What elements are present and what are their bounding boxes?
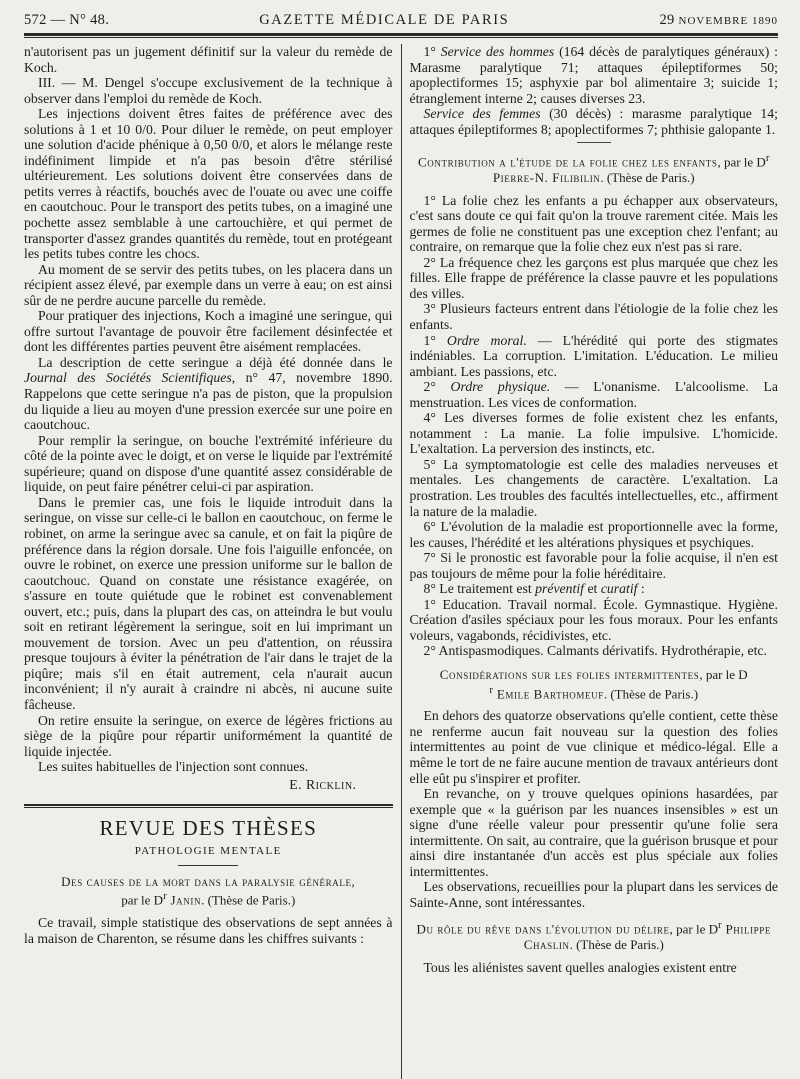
page-header [24, 12, 778, 29]
journal-reference: Journal des Sociétés Scientifiques [24, 370, 232, 386]
subtitle-rule [178, 865, 238, 866]
thesis-heading [409, 151, 778, 185]
header-rule [24, 33, 778, 38]
section-title: REVUE DES THÈSES [99, 816, 318, 841]
text-run: r [489, 683, 494, 696]
text-run: 1° [423, 332, 436, 348]
list-item: 1° Education. Travail normal. École. Gymnastique. Hygiène. Création d'asiles spéciaux pour les fous moraux. Pour les enfants voleurs, vagabonds, récidivistes, etc. [409, 596, 778, 643]
issue-date-day: 29 [659, 12, 675, 28]
left-column [24, 44, 393, 1079]
text-run: , par le D [699, 667, 748, 683]
subheading: Ordre physique. [450, 379, 551, 395]
paragraph: Tous les aliénistes savent quelles analogies existent entre [423, 959, 737, 975]
thesis-title: Contribution a l'étude de la folie chez les enfants [418, 154, 718, 170]
text-run: 1° [423, 44, 436, 59]
separator-rule [577, 142, 611, 143]
list-item: 2° La fréquence chez les garçons est plus marquée que chez les filles. Elle frappe de préférence la classe pauvre et les populations des villes. [409, 254, 778, 301]
issue-date-month-year: NOVEMBRE 1890 [678, 15, 778, 27]
paragraph: On retire ensuite la seringue, on exerce de légères frictions au siège de la piqûre pour répartir uniformément la quantité de liquide injectée. [24, 712, 393, 759]
thesis-title: Considérations sur les folies intermittentes [439, 667, 700, 683]
text-run: . (Thèse de Paris.) [569, 937, 664, 953]
paragraph: Au moment de se servir des petits tubes, on les placera dans un récipient assez élevé, par exemple dans un verre à eau; on est ainsi sûr de ne perdre aucune parcelle du remède. [24, 261, 393, 308]
list-item: 3° Plusieurs facteurs entrent dans l'étiologie de la folie chez les enfants. [409, 301, 778, 332]
text-run: r [718, 919, 722, 932]
paragraph: III. — M. Dengel s'occupe exclusivement de la technique à observer dans l'emploi du remède de Koch. [24, 75, 393, 106]
paragraph: En revanche, on y trouve quelques opinions hasardées, par exemple que « la guérison par les nuances insensibles » est un signe d'une réelle valeur pour pressentir qu'une folie sera intermittente. On sait, au contraire, que la guérison brusque et pour ainsi dire instantanée d'un accès est plus spéciale aux folies intermittentes. [409, 786, 778, 879]
thesis-heading [409, 918, 778, 952]
list-item [409, 333, 778, 380]
paragraph: Les injections doivent êtres faites de préférence avec des solutions à 1 et 10 0/0. Pour diluer le remède, on peut employer une solution d'acide phénique à 0,50 0/0, et alors le mélange reste indéfiniment limpide et n'a pas besoin d'être stérilisé ultérieurement. Les solutions doivent être conservées dans de petits verres à réactifs, bouchés avec de l'ouate ou avec une coiffe en caoutchouc. Pour le transport des petits tubes, on a imaginé une pochette assez semblable à une cartouchière, et qui permet de transporter d'assez grandes quantités du remède, tout en protégeant les petits tubes contre les chocs. [24, 106, 393, 262]
issue-date [659, 12, 778, 29]
text-run: curatif [600, 581, 638, 597]
list-item: 2° Antispasmodiques. Calmants dérivatifs. Hydrothérapie, etc. [423, 643, 767, 659]
text-run: et [584, 581, 601, 597]
service-label: Service des femmes [423, 106, 541, 122]
text-run: r [163, 890, 167, 903]
paragraph [409, 106, 778, 137]
subheading: Ordre moral. [446, 332, 527, 348]
paragraph [409, 44, 778, 106]
text-run: r [765, 152, 770, 165]
two-column-body [24, 44, 778, 1079]
paragraph: En dehors des quatorze observations qu'elle contient, cette thèse ne renferme aucun fait nouveau sur la question des folies intermittentes au point de vue clinique et médico-légal. Elle a même le tort de ne faire aucune mention de travaux antérieurs dont elle eût pu s'inspirer et profiter. [409, 708, 778, 786]
thesis-author: Pierre-N. Filibilin [492, 170, 601, 186]
right-column [409, 44, 778, 1079]
thesis-heading [24, 874, 393, 908]
list-item: 4° Les diverses formes de folie existent chez les enfants, notamment : La manie. La folie impulsive. L'homicide. L'exaltation. La perversion des instincts, etc. [409, 410, 778, 457]
text-run: (164 décès de paralytiques généraux) : Marasme paralytique 71; attaques épileptiformes 50; apoplectiformes 15; asphyxie par bol alimentaire 3; suicide 1; étranglement interne 2; causes diverses 23. [409, 44, 778, 106]
paragraph: Les suites habituelles de l'injection sont connues. [38, 759, 309, 775]
text-run: . (Thèse de Paris.) [201, 892, 296, 908]
text-run: 2° [423, 379, 436, 395]
paragraph: Pour remplir la seringue, on bouche l'extrémité inférieure du côté de la pointe avec le doigt, et on verse le liquide par l'extrémité supérieure; quand on dispose d'une quantité assez considérable de liquide, on peut faire pénétrer celui-ci par aspiration. [24, 432, 393, 495]
page-number: 572 — N° 48. [24, 12, 110, 28]
text-run: La description de cette seringue a déjà été donnée dans le [38, 354, 393, 370]
list-item: 1° La folie chez les enfants a pu échapper aux observateurs, c'est sans doute ce qui fait qu'on la trouve rarement citée. Mais les germes de folie ne constituent pas une exception chez l'enfant; au contraire, on remarque que la folie chez eux n'est pas si rare. [409, 192, 778, 255]
text-run: 8° Le traitement est [423, 581, 536, 597]
thesis-author: Janin [166, 892, 202, 908]
text-run: : [637, 581, 645, 597]
paragraph: Les observations, recueillies pour la plupart dans les services de Sainte-Anne, sont intéressantes. [409, 879, 778, 910]
text-run: — L'hérédité qui porte des stigmates indéniables. La corruption. L'imitation. L'éducation. Le milieu ambiant. Les passions, etc. [409, 332, 778, 379]
thesis-heading [409, 667, 778, 701]
text-run: . (Thèse de Paris.) [603, 685, 699, 701]
paragraph: Ce travail, simple statistique des observations de sept années à la maison de Charenton, se résume dans les chiffres suivants : [24, 915, 393, 946]
author-signature: E. Ricklin. [289, 776, 357, 792]
paragraph: Dans le premier cas, une fois le liquide introduit dans la seringue, on visse sur celle-ci le ballon en caoutchouc, on ferme le robinet, on arme la seringue avec sa canule, et on fait la piqûre de préférence dans la région dorsale. Une fois l'aiguille enfoncée, on ouvre le robinet, on exerce une pression uniforme sur le ballon de caoutchouc. Quand on constate une résistance exagérée, on s'assure en toute quiétude que le robinet est convenablement ouvert, etc.; puis, dans la plupart des cas, on atteindra le but voulu soit en retirant légèrement la seringue, soit en lui imprimant un mouvement de torsion. Avec un peu d'attention, on réussira presque toujours à éviter la pénétration de l'air dans le trajet de la piqûre; mais s'il en était autrement, cela n'aurait aucun inconvénient; il n'y aurait à craindre ni abcès, ni aucune suite fâcheuse. [24, 494, 393, 712]
paragraph: n'autorisent pas un jugement définitif sur la valeur du remède de Koch. [24, 44, 393, 75]
list-item: 6° L'évolution de la maladie est proportionnelle avec la forme, les causes, l'hérédité et les altérations physiques et psychiques. [409, 519, 778, 550]
list-item [409, 581, 778, 597]
list-item: 5° La symptomatologie est celle des maladies nerveuses et mentales. Les changements de caractère. L'exaltation. La prostration. Les troubles des facultés intellectuelles, etc., affirment la nature de la maladie. [409, 456, 778, 519]
journal-title: GAZETTE MÉDICALE DE PARIS [259, 12, 510, 28]
thesis-author: Emile Barthomeuf [493, 685, 604, 701]
paragraph: Pour pratiquer des injections, Koch a imaginé une seringue, qui offre surtout l'avantage de pouvoir être facilement désinfectée et dont les différentes parties peuvent être aisément remplacées. [24, 308, 393, 355]
service-label: Service des hommes [440, 44, 555, 59]
thesis-title: Du rôle du rêve dans l'évolution du délire [416, 921, 670, 937]
paragraph [24, 355, 393, 433]
thesis-title: Des causes de la mort dans la paralysie générale, [61, 873, 356, 889]
list-item [409, 379, 778, 410]
column-rule [401, 44, 402, 1079]
text-run: , par le D [717, 154, 766, 170]
thesis-author: Philippe Chaslin [523, 921, 771, 953]
text-run: (30 décès) : marasme paralytique 14; attaques épileptiformes 8; apoplectiformes 7; phthisie galopante 1. [409, 106, 778, 137]
text-run: — L'onanisme. L'alcoolisme. La menstruation. Les vices de conformation. [409, 379, 778, 410]
text-run: par le D [121, 892, 164, 908]
text-run: . (Thèse de Paris.) [600, 170, 695, 186]
text-run: , n° 47, novembre 1890. Rappelons que cette seringue n'a pas de piston, que la propulsion du liquide a lieu au moyen d'une pression exercée sur une poire en caoutchouc. [24, 370, 393, 433]
list-item: 7° Si le pronostic est favorable pour la folie acquise, il n'en est pas toujours de même pour la folie héréditaire. [409, 550, 778, 581]
section-rule [24, 804, 393, 808]
text-run: préventif [535, 581, 584, 597]
text-run: , par le D [669, 921, 718, 937]
section-subtitle: PATHOLOGIE MENTALE [134, 845, 282, 858]
